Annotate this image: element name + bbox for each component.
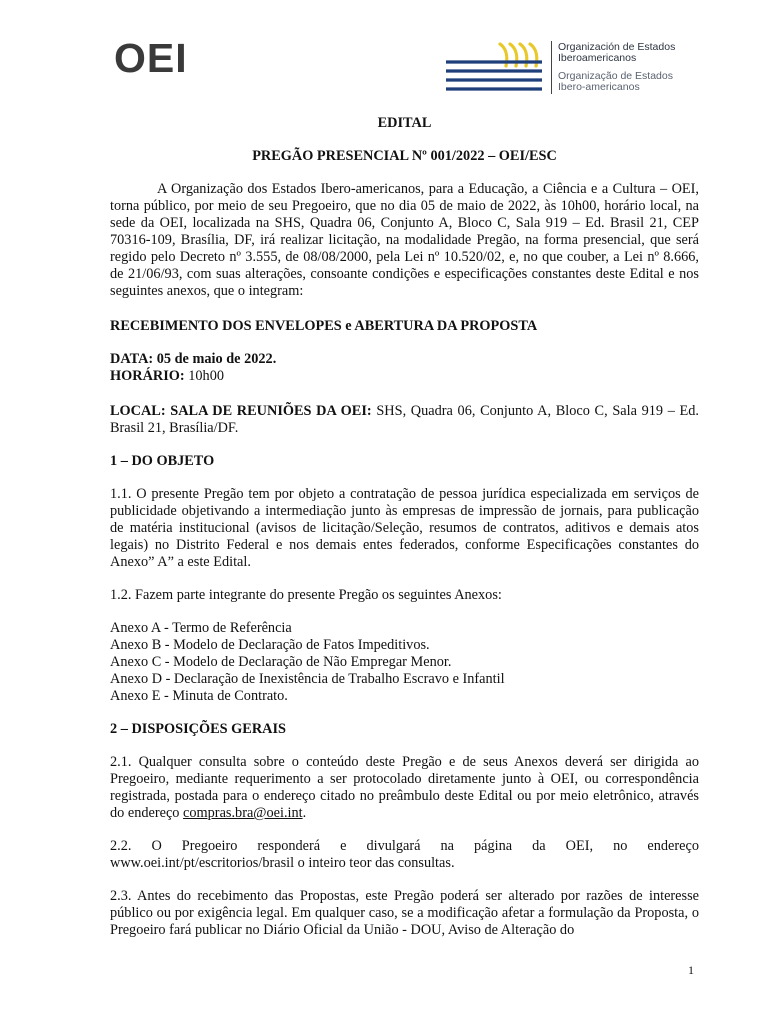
date-time-block — [110, 351, 699, 385]
section1-heading: 1 – DO OBJETO — [110, 453, 215, 469]
org-name-pt: Organização de Estados Ibero-americanos — [558, 70, 673, 93]
section2-heading: 2 – DISPOSIÇÕES GERAIS — [110, 721, 286, 737]
document-title: EDITAL — [377, 115, 432, 131]
time-value: 10h00 — [184, 368, 224, 384]
list-item: Anexo E - Minuta de Contrato. — [110, 688, 288, 704]
place-value: SHS, Quadra 06, Conjunto A, Bloco C, Sala 919 – Ed. Brasil 21, Brasília/DF. — [110, 403, 699, 436]
intro-paragraph: A Organização dos Estados Ibero-americanos, para a Educação, a Ciência e a Cultura – OEI, torna público, por meio de seu Pregoeiro, que no dia 05 de maio de 2022, às 10h00, horário local, na sede da OEI, localizada na SHS, Quadra 06, Conjunto A, Bloco C, Sala 919 – Ed. Brasil 21, CEP 70316-109, Brasília, DF, irá realizar licitação, na modalidade Pregão, na forma presencial, que será regido pelo Decreto nº 3.555, de 08/08/2000, pela Lei nº 10.520/02, e, no que couber, a Lei nº 8.666, de 21/06/93, com suas alterações, consoante condições e especificações constantes deste Edital e nos seguintes anexos, que o integram: — [110, 181, 699, 299]
email-link[interactable]: compras.bra@oei.int — [183, 805, 303, 821]
receipt-heading: RECEBIMENTO DOS ENVELOPES e ABERTURA DA PROPOSTA — [110, 318, 538, 334]
document-body — [110, 115, 699, 939]
list-item: Anexo C - Modelo de Declaração de Não Empregar Menor. — [110, 654, 452, 670]
date-label: DATA: — [110, 351, 154, 367]
oei-logo: OEI — [114, 35, 188, 81]
page-number: 1 — [688, 963, 694, 977]
oei-emblem-icon — [446, 40, 546, 96]
clause-1-2: 1.2. Fazem parte integrante do presente Pregão os seguintes Anexos: — [110, 587, 502, 603]
time-label: HORÁRIO: — [110, 368, 185, 384]
list-item: Anexo D - Declaração de Inexistência de Trabalho Escravo e Infantil — [110, 671, 505, 687]
clause-2-3: 2.3. Antes do recebimento das Propostas, este Pregão poderá ser alterado por razões de interesse público ou por exigência legal. Em qualquer caso, se a modificação afetar a formulação da Proposta, o Pregoeiro fará publicar no Diário Oficial da União - DOU, Aviso de Alteração do — [110, 888, 699, 938]
clause-1-1: 1.1. O presente Pregão tem por objeto a contratação de pessoa jurídica especializada em serviços de publicidade objetivando a intermediação junto às empresas de impressão de jornais, para publicação de matéria institucional (avisos de licitação/Seleção, resumos de contratos, aditivos e demais atos legais) no Distrito Federal e nos demais entes federados, conforme Especificações constantes do Anexo” A” a este Edital. — [110, 486, 699, 570]
annex-list — [110, 620, 699, 705]
org-name-es: Organización de Estados Iberoamericanos — [558, 41, 676, 64]
clause-2-2: 2.2. O Pregoeiro responderá e divulgará na página da OEI, no endereço www.oei.int/pt/escritorios/brasil o inteiro teor das consultas. — [110, 838, 699, 871]
list-item: Anexo A - Termo de Referência — [110, 620, 292, 636]
page-header — [0, 0, 770, 110]
clause-2-1: 2.1. Qualquer consulta sobre o conteúdo deste Pregão e de seus Anexos deverá ser dirigida ao Pregoeiro, mediante requerimento a ser protocolado diretamente junto à OEI, ou correspondência registrada, postada para o endereço citado no preâmbulo deste Edital ou por meio eletrônico, através do endereço compras.bra@oei.int. — [110, 754, 699, 821]
header-divider — [551, 41, 552, 94]
place-paragraph — [110, 403, 699, 437]
date-value: 05 de maio de 2022. — [153, 351, 277, 367]
document-subtitle: PREGÃO PRESENCIAL Nº 001/2022 – OEI/ESC — [252, 148, 557, 164]
place-label: LOCAL: SALA DE REUNIÕES DA OEI: — [110, 403, 372, 419]
list-item: Anexo B - Modelo de Declaração de Fatos Impeditivos. — [110, 637, 430, 653]
